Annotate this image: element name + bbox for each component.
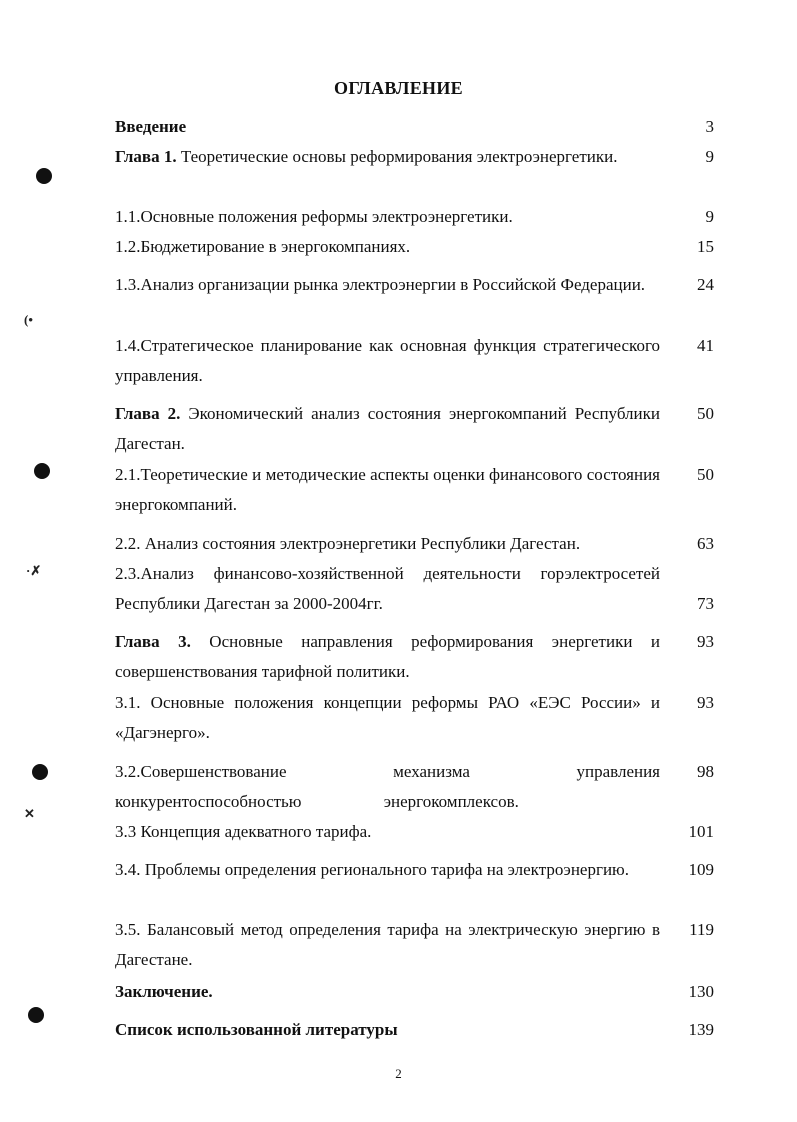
toc-entry-text: 2.1.Теоретические и методические аспекты оценки финансового состояния энергокомпаний. — [115, 465, 660, 514]
page-number: 2 — [395, 1066, 402, 1081]
toc-entry-text: 2.2. Анализ состояния электроэнергетики Республики Дагестан. — [115, 534, 581, 553]
toc-entry-heading: Глава 2. — [115, 404, 181, 423]
toc-entry-chapter-1 — [115, 142, 718, 172]
toc-entry-heading: Введение — [115, 117, 187, 136]
toc-entry-text: 2.3.Анализ финансово-хозяйственной деятельности горэлектросетей Республики Дагестан за 2000-2004гг. — [115, 564, 660, 613]
toc-entry-text: 3.5. Балансовый метод определения тарифа на электрическую энергию в Дагестане. — [115, 920, 660, 969]
toc-page-number: 50 — [697, 404, 714, 423]
punch-hole-mark — [34, 463, 50, 479]
toc-entry-1-2 — [115, 232, 718, 262]
toc-entry-chapter-2 — [115, 399, 718, 459]
toc-entry-1-3 — [115, 270, 718, 300]
toc-page-number: 109 — [688, 860, 714, 879]
toc-page-number: 98 — [697, 762, 714, 781]
toc-page-number: 3 — [705, 117, 714, 136]
punch-hole-mark — [36, 168, 52, 184]
toc-page-number: 50 — [697, 465, 714, 484]
toc-entry-3-5 — [115, 915, 718, 975]
toc-entry-text: 1.3.Анализ организации рынка электроэнергии в Российской Федерации. — [115, 275, 646, 294]
toc-entry-text: 3.3 Концепция адекватного тарифа. — [115, 822, 372, 841]
toc-page-number: 24 — [697, 275, 714, 294]
toc-entry-introduction — [115, 112, 718, 142]
toc-page-number: 41 — [697, 336, 714, 355]
toc-entry-text: 3.1. Основные положения концепции реформы РАО «ЕЭС России» и «Дагэнерго». — [115, 693, 660, 742]
toc-page-number: 9 — [705, 147, 714, 166]
toc-page-number: 63 — [697, 534, 714, 553]
toc-entry-2-1 — [115, 460, 718, 520]
page-title: ОГЛАВЛЕНИЕ — [334, 78, 463, 98]
toc-page-number: 93 — [697, 632, 714, 651]
toc-entry-text: Теоретические основы реформирования электроэнергетики. — [176, 147, 618, 166]
toc-entry-heading: Список использованной литературы — [115, 1020, 398, 1039]
toc-entry-2-2 — [115, 529, 718, 559]
toc-entry-bibliography — [115, 1015, 718, 1045]
toc-entry-3-4 — [115, 855, 718, 885]
toc-page-number: 139 — [688, 1020, 714, 1039]
scan-speck-mark: (• — [24, 312, 33, 327]
toc-entry-chapter-3 — [115, 627, 718, 687]
toc-entry-text: 1.4.Стратегическое планирование как основная функция стратегического управления. — [115, 336, 660, 385]
scan-speck-mark: ·✗ — [26, 563, 42, 578]
toc-page-number: 130 — [688, 982, 714, 1001]
toc-entry-3-2 — [115, 757, 718, 817]
toc-entry-text: 3.4. Проблемы определения регионального тарифа на электроэнергию. — [115, 860, 630, 879]
toc-page-number: 73 — [697, 594, 714, 613]
toc-page-number: 93 — [697, 693, 714, 712]
punch-hole-mark — [32, 764, 48, 780]
punch-hole-mark — [28, 1007, 44, 1023]
toc-entry-heading: Глава 1. — [115, 147, 177, 166]
toc-page-number: 119 — [689, 920, 714, 939]
toc-entry-2-3 — [115, 559, 718, 619]
toc-entry-1-4 — [115, 331, 718, 391]
scan-speck-mark: ✕ — [24, 806, 35, 821]
toc-entry-heading: Заключение. — [115, 982, 213, 1001]
toc-entry-3-3 — [115, 817, 718, 847]
toc-entry-text: 1.2.Бюджетирование в энергокомпаниях. — [115, 237, 411, 256]
toc-page-number: 9 — [705, 207, 714, 226]
toc-entry-text: 1.1.Основные положения реформы электроэнергетики. — [115, 207, 513, 226]
toc-entry-3-1 — [115, 688, 718, 748]
toc-page-number: 15 — [697, 237, 714, 256]
toc-entry-heading: Глава 3. — [115, 632, 191, 651]
toc-entry-text: Экономический анализ состояния энергокомпаний Республики Дагестан. — [115, 404, 660, 453]
toc-entry-text: 3.2.Совершенствование механизма управления конкурентоспособностью энергокомплексов. — [115, 762, 660, 811]
toc-entry-1-1 — [115, 202, 718, 232]
toc-page-number: 101 — [688, 822, 714, 841]
toc-entry-text: Основные направления реформирования энергетики и совершенствования тарифной политики. — [115, 632, 660, 681]
toc-entry-conclusion — [115, 977, 718, 1007]
